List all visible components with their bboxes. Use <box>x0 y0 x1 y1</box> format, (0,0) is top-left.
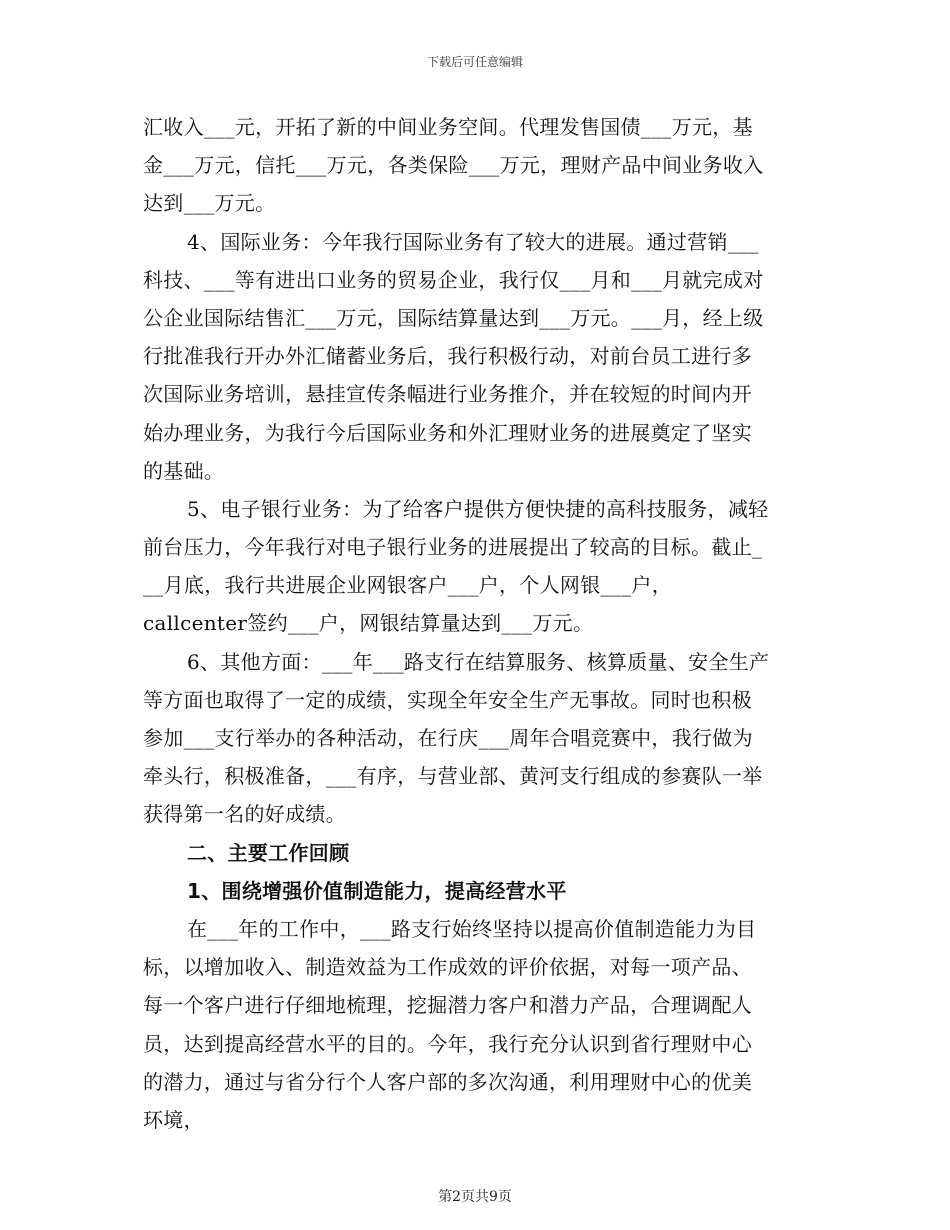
page-header: 下载后可任意编辑 <box>426 55 523 69</box>
paragraph-line: 次国际业务培训，悬挂宣传条幅进行业务推介，并在较短的时间内开 <box>143 382 752 407</box>
paragraph-line: 汇收入___元，开拓了新的中间业务空间。代理发售国债___万元，基 <box>143 115 753 139</box>
paragraph-line: 每一个客户进行仔细地梳理，挖掘潜力客户和潜力产品，合理调配人 <box>143 993 752 1018</box>
document-body <box>143 108 807 1139</box>
paragraph-line: 科技、___等有进出口业务的贸易企业，我行仅___月和___月就完成对 <box>143 267 764 292</box>
paragraph-line: 4、国际业务：今年我行国际业务有了较大的进展。通过营销___ <box>187 229 759 254</box>
paragraph-line: 金___万元，信托___万元，各类保险___万元，理财产品中间业务收入 <box>143 153 764 178</box>
paragraph-line: 获得第一名的好成绩。 <box>143 802 346 827</box>
paragraph-line: 公企业国际结售汇___万元，国际结算量达到___万元。___月，经上级 <box>143 305 764 330</box>
paragraph-line: 的基础。 <box>143 458 225 483</box>
paragraph-line: 达到___万元。 <box>143 191 276 216</box>
section-heading: 二、主要工作回顾 <box>187 840 350 865</box>
page-footer: 第2页共9页 <box>438 1189 512 1205</box>
paragraph-line: __月底，我行共进展企业网银客户___户，个人网银___户， <box>143 573 672 598</box>
subsection-heading: 1、围绕增强价值制造能力，提高经营水平 <box>187 878 567 903</box>
paragraph-line: 环境， <box>143 1107 204 1132</box>
paragraph-line: 标，以增加收入、制造效益为工作成效的评价依据，对每一项产品、 <box>143 955 752 980</box>
paragraph-line: 5、电子银行业务：为了给客户提供方便快捷的高科技服务，减轻 <box>187 496 769 521</box>
paragraph-line: 始办理业务，为我行今后国际业务和外汇理财业务的进展奠定了坚实 <box>143 420 752 445</box>
paragraph-line: callcenter签约___户，网银结算量达到___万元。 <box>143 611 594 636</box>
paragraph-line: 等方面也取得了一定的成绩，实现全年安全生产无事故。同时也积极 <box>143 687 752 712</box>
paragraph-line: 参加___支行举办的各种活动，在行庆___周年合唱竞赛中，我行做为 <box>143 726 753 750</box>
paragraph-line: 6、其他方面：___年___路支行在结算服务、核算质量、安全生产 <box>187 649 770 674</box>
paragraph-line: 行批准我行开办外汇储蓄业务后，我行积极行动，对前台员工进行多 <box>143 344 752 369</box>
paragraph-line: 员，达到提高经营水平的目的。今年，我行充分认识到省行理财中心 <box>143 1031 752 1056</box>
paragraph-line: 前台压力，今年我行对电子银行业务的进展提出了较高的目标。截止_ <box>143 535 763 560</box>
paragraph-line: 在___年的工作中，___路支行始终坚持以提高价值制造能力为目 <box>187 916 757 941</box>
paragraph-line: 牵头行，积极准备，___有序，与营业部、黄河支行组成的参赛队一举 <box>143 764 763 789</box>
paragraph-line: 的潜力，通过与省分行个人客户部的多次沟通，利用理财中心的优美 <box>143 1069 752 1094</box>
